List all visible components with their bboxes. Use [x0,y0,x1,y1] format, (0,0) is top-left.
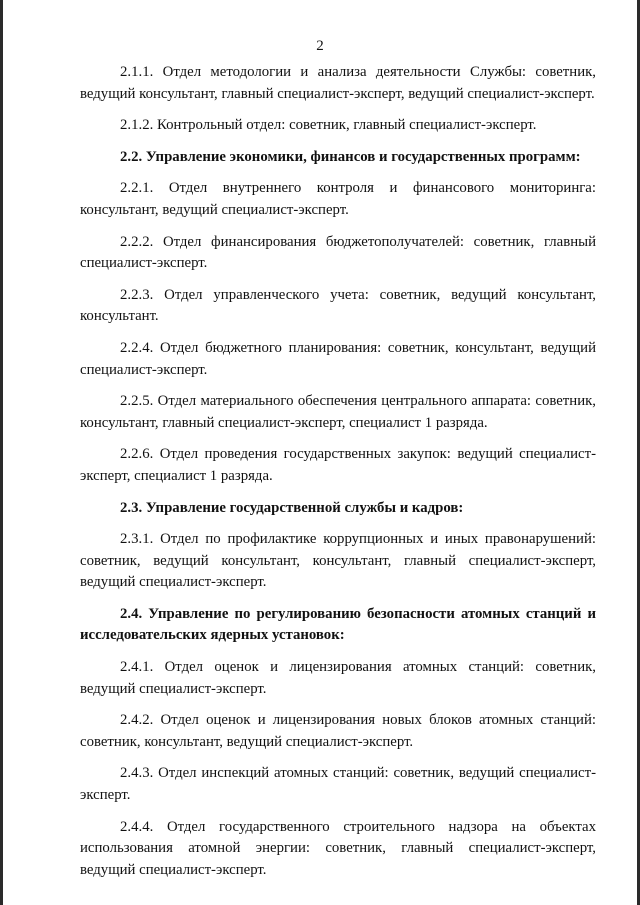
paragraph-2-1-1: 2.1.1. Отдел методологии и анализа деятельности Службы: советник, ведущий консультант, главный специалист-эксперт, ведущий специалист-эксперт. [80,64,596,102]
section-heading-2-4: 2.4. Управление по регулированию безопасности атомных станций и исследовательских ядерных установок: [80,605,596,644]
paragraph-2-2-5: 2.2.5. Отдел материального обеспечения центрального аппарата: советник, консультант, главный специалист-эксперт, специалист 1 разряда. [80,393,596,431]
document-body [80,62,596,891]
paragraph-2-2-4: 2.2.4. Отдел бюджетного планирования: советник, консультант, ведущий специалист-эксперт. [80,339,596,378]
paragraph-2-2-1: 2.2.1. Отдел внутреннего контроля и финансового мониторинга: консультант, ведущий специалист-эксперт. [80,180,596,218]
paragraph-2-3-1: 2.3.1. Отдел по профилактике коррупционных и иных правонарушений: советник, ведущий консультант, консультант, главный специалист-эксперт, ведущий специалист-эксперт. [80,531,596,591]
section-heading-2-3: 2.3. Управление государственной службы и кадров: [120,499,464,516]
paragraph-2-2-6: 2.2.6. Отдел проведения государственных закупок: ведущий специалист-эксперт, специалист 1 разряда. [80,446,596,484]
paragraph-2-4-2: 2.4.2. Отдел оценок и лицензирования новых блоков атомных станций: советник, консультант, ведущий специалист-эксперт. [80,712,596,750]
page-number: 2 [316,38,324,54]
paragraph-2-1-2: 2.1.2. Контрольный отдел: советник, главный специалист-эксперт. [120,117,537,134]
paragraph-2-4-4: 2.4.4. Отдел государственного строительного надзора на объектах использования атомной энергии: советник, главный специалист-эксперт, ведущий специалист-эксперт. [80,818,596,878]
paragraph-2-4-1: 2.4.1. Отдел оценок и лицензирования атомных станций: советник, ведущий специалист-эксперт. [80,659,596,697]
section-heading-2-2: 2.2. Управление экономики, финансов и государственных программ: [120,148,581,165]
paragraph-2-4-3: 2.4.3. Отдел инспекций атомных станций: советник, ведущий специалист-эксперт. [80,765,596,804]
paragraph-2-2-3: 2.2.3. Отдел управленческого учета: советник, ведущий консультант, консультант. [80,286,596,325]
paragraph-2-2-2: 2.2.2. Отдел финансирования бюджетополучателей: советник, главный специалист-эксперт. [80,233,596,272]
